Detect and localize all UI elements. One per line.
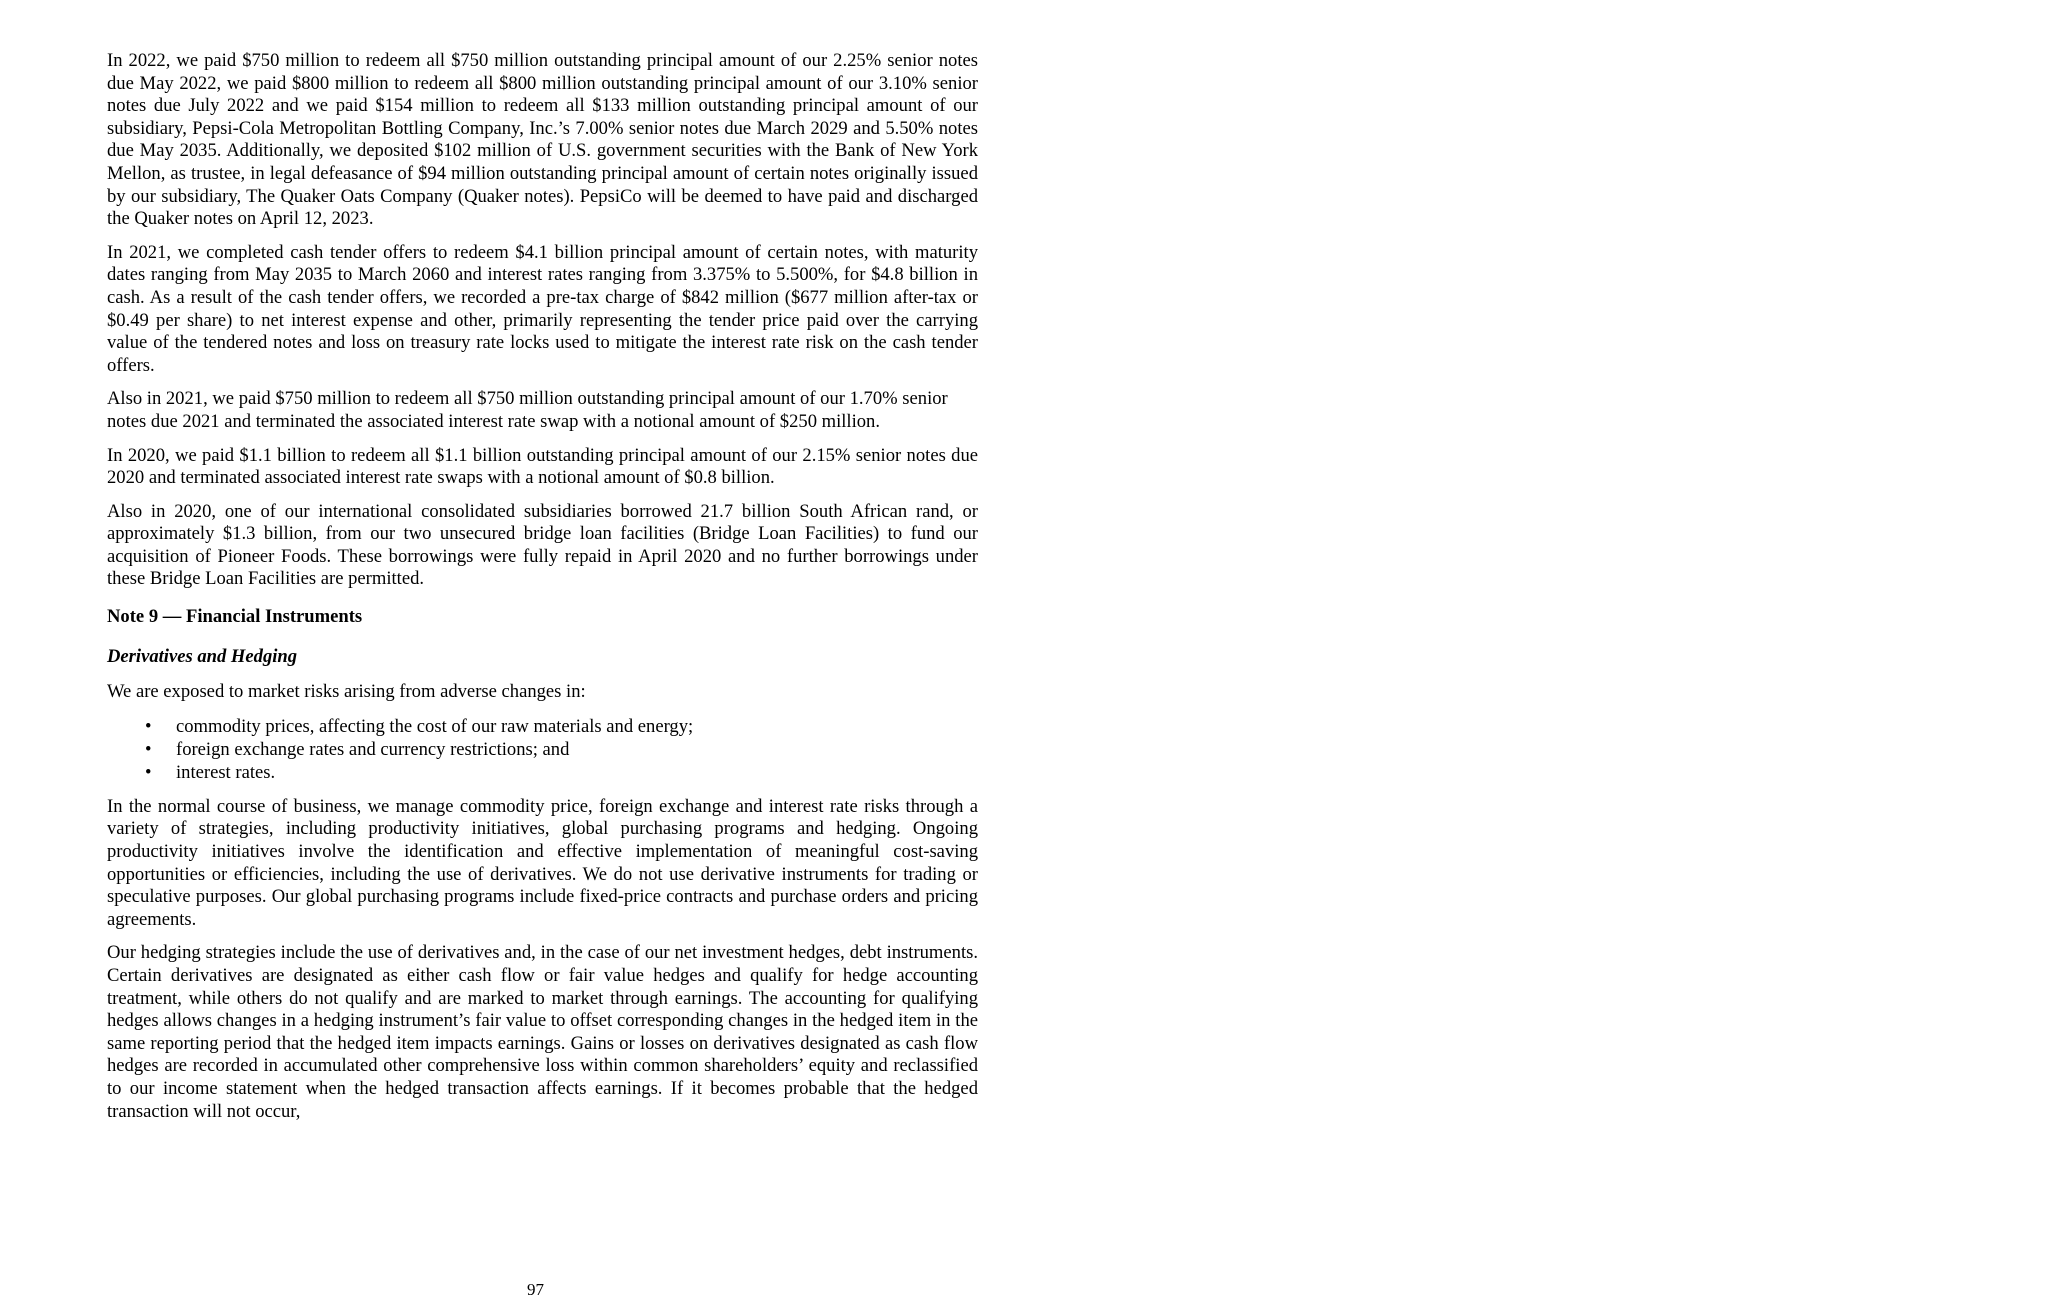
document-page (107, 50, 978, 1123)
paragraph-2021-tender-offers: In 2021, we completed cash tender offers to redeem $4.1 billion principal amount of certain notes, with maturity dates ranging from May 2035 to March 2060 and interest rates ranging from 3.375% to 5.500%, for $4.8 billion in cash. As a result of the cash tender offers, we recorded a pre-tax charge of $842 million ($677 million after-tax or $0.49 per share) to net interest expense and other, primarily representing the tender price paid over the carrying value of the tendered notes and loss on treasury rate locks used to mitigate the interest rate risk on the cash tender offers. (107, 241, 978, 376)
market-risk-list (107, 715, 978, 784)
paragraph-hedging-strategies: Our hedging strategies include the use of derivatives and, in the case of our net investment hedges, debt instruments. Certain derivatives are designated as either cash flow or fair value hedges and qualify for hedge accounting treatment, while others do not qualify and are marked to market through earnings. The accounting for qualifying hedges allows changes in a hedging instrument’s fair value to offset corresponding changes in the hedged item in the same reporting period that the hedged item impacts earnings. Gains or losses on derivatives designated as cash flow hedges are recorded in accumulated other comprehensive loss within common shareholders’ equity and reclassified to our income statement when the hedged transaction affects earnings. If it becomes probable that the hedged transaction will not occur, (107, 942, 978, 1122)
page-number: 97 (527, 1280, 544, 1299)
list-item-text: foreign exchange rates and currency restrictions; and (176, 738, 570, 760)
market-risk-intro: We are exposed to market risks arising from adverse changes in: (107, 681, 586, 703)
note-heading: Note 9 — Financial Instruments (107, 606, 363, 628)
list-item (145, 715, 978, 738)
list-item (145, 761, 978, 784)
paragraph-2020-bridge-loan: Also in 2020, one of our international consolidated subsidiaries borrowed 21.7 billion South African rand, or approximately $1.3 billion, from our two unsecured bridge loan facilities (Bridge Loan Facilities) to fund our acquisition of Pioneer Foods. These borrowings were fully repaid in April 2020 and no further borrowings under these Bridge Loan Facilities are permitted. (107, 500, 978, 590)
section-subheading: Derivatives and Hedging (107, 645, 298, 667)
list-item-text: commodity prices, affecting the cost of our raw materials and energy; (176, 715, 694, 737)
list-item-text: interest rates. (176, 761, 276, 783)
bullet-icon: • (145, 738, 152, 760)
paragraph-2020-redemption: In 2020, we paid $1.1 billion to redeem all $1.1 billion outstanding principal amount of our 2.15% senior notes due 2020 and terminated associated interest rate swaps with a notional amount of $0.8 billion. (107, 444, 978, 489)
list-item (145, 738, 978, 761)
bullet-icon: • (145, 715, 152, 737)
paragraph-risk-management: In the normal course of business, we manage commodity price, foreign exchange and interest rate risks through a variety of strategies, including productivity initiatives, global purchasing programs and hedging. Ongoing productivity initiatives involve the identification and effective implementation of meaningful cost-saving opportunities or efficiencies, including the use of derivatives. We do not use derivative instruments for trading or speculative purposes. Our global purchasing programs include fixed-price contracts and purchase orders and pricing agreements. (107, 795, 978, 930)
paragraph-2022-redemptions: In 2022, we paid $750 million to redeem all $750 million outstanding principal amount of our 2.25% senior notes due May 2022, we paid $800 million to redeem all $800 million outstanding principal amount of our 3.10% senior notes due July 2022 and we paid $154 million to redeem all $133 million outstanding principal amount of our subsidiary, Pepsi-Cola Metropolitan Bottling Company, Inc.’s 7.00% senior notes due March 2029 and 5.50% notes due May 2035. Additionally, we deposited $102 million of U.S. government securities with the Bank of New York Mellon, as trustee, in legal defeasance of $94 million outstanding principal amount of certain notes originally issued by our subsidiary, The Quaker Oats Company (Quaker notes). PepsiCo will be deemed to have paid and discharged the Quaker notes on April 12, 2023. (107, 50, 978, 230)
paragraph-2021-redemption: Also in 2021, we paid $750 million to redeem all $750 million outstanding principal amount of our 1.70% senior notes due 2021 and terminated the associated interest rate swap with a notional amount of $250 million. (107, 388, 948, 432)
bullet-icon: • (145, 761, 152, 783)
